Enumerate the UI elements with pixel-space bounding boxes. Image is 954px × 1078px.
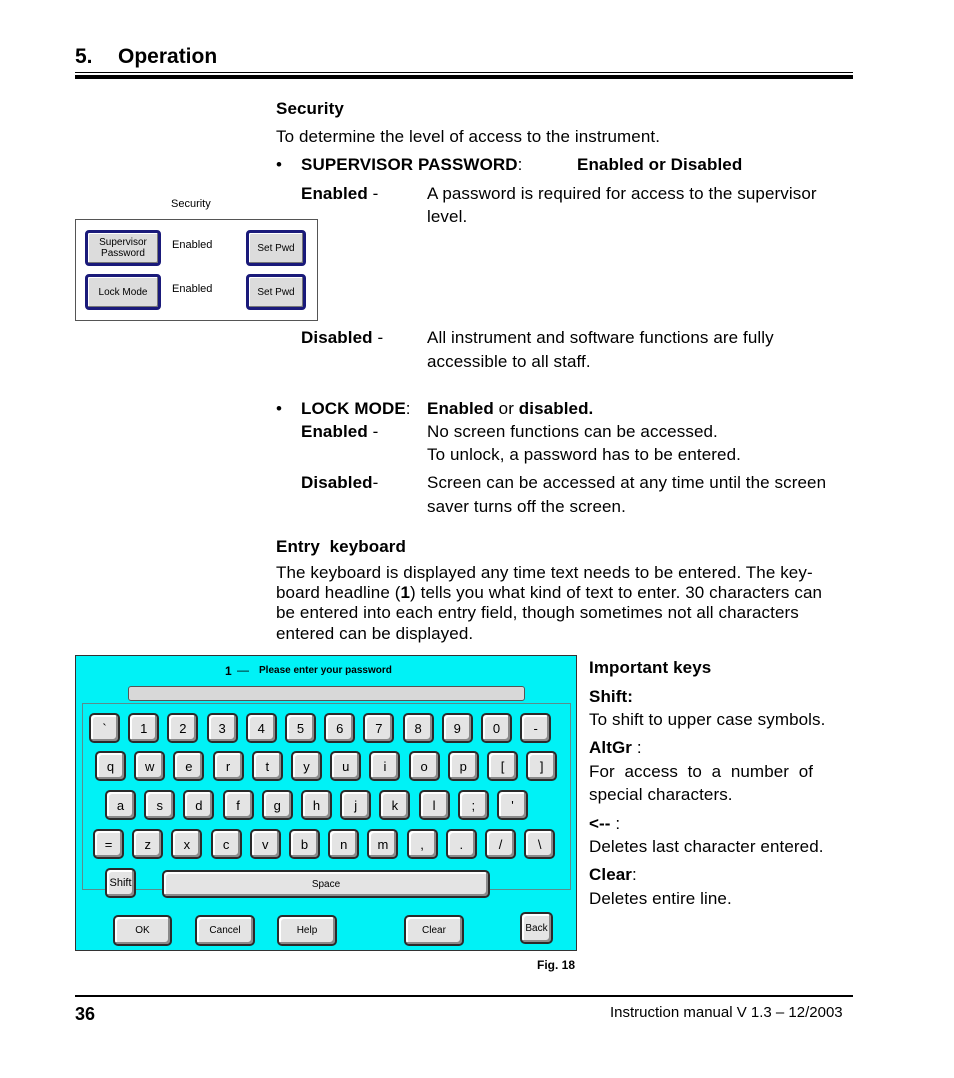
clear-label: Clear xyxy=(589,865,633,884)
space-key[interactable]: Space xyxy=(162,870,490,898)
ok-button[interactable]: OK xyxy=(113,915,172,946)
back-term xyxy=(589,813,620,835)
security-panel xyxy=(75,219,318,321)
clear-desc: Deletes entire line. xyxy=(589,889,732,908)
key-3-10[interactable]: ; xyxy=(458,790,489,820)
key-3-5[interactable]: g xyxy=(262,790,293,820)
key-1-9[interactable]: 8 xyxy=(403,713,434,743)
key-1-1[interactable]: ` xyxy=(89,713,120,743)
lock-disabled-word: disabled. xyxy=(518,399,594,418)
key-4-4[interactable]: c xyxy=(211,829,242,859)
key-3-2[interactable]: s xyxy=(144,790,175,820)
colon: : xyxy=(405,399,411,418)
key-4-12[interactable]: \ xyxy=(524,829,555,859)
section-number: 5. xyxy=(75,45,93,68)
altgr-desc-2: special characters. xyxy=(589,785,733,804)
shift-desc: To shift to upper case symbols. xyxy=(589,710,826,729)
disabled-term xyxy=(301,327,383,349)
keyboard-panel xyxy=(75,655,577,951)
set-pwd-button-1[interactable]: Set Pwd xyxy=(246,230,306,266)
supervisor-password-line xyxy=(301,154,522,176)
cancel-button[interactable]: Cancel xyxy=(195,915,255,946)
key-2-11[interactable]: [ xyxy=(487,751,518,781)
entry-keyboard-heading: Entry keyboard xyxy=(276,537,406,556)
key-2-6[interactable]: y xyxy=(291,751,322,781)
key-2-5[interactable]: t xyxy=(252,751,283,781)
entry-keyboard-p4: entered can be displayed. xyxy=(276,624,474,643)
key-2-9[interactable]: o xyxy=(409,751,440,781)
key-4-9[interactable]: , xyxy=(407,829,438,859)
key-4-3[interactable]: x xyxy=(171,829,202,859)
or-word: or xyxy=(493,399,519,418)
key-1-5[interactable]: 4 xyxy=(246,713,277,743)
dash: - xyxy=(367,422,379,441)
dash: - xyxy=(372,473,379,492)
key-1-10[interactable]: 9 xyxy=(442,713,473,743)
key-2-2[interactable]: w xyxy=(134,751,165,781)
callout-ref: 1 xyxy=(400,583,411,602)
key-3-9[interactable]: l xyxy=(419,790,450,820)
text: board headline ( xyxy=(276,583,401,602)
dash: - xyxy=(367,184,379,203)
lock-mode-value xyxy=(427,398,593,420)
colon: : xyxy=(632,738,642,757)
altgr-term xyxy=(589,737,642,759)
entry-field[interactable] xyxy=(128,686,525,701)
key-1-12[interactable]: - xyxy=(520,713,551,743)
supervisor-password-button[interactable]: Supervisor Password xyxy=(85,230,161,266)
dash: - xyxy=(372,328,384,347)
enabled-desc-1: A password is required for access to the supervisor xyxy=(427,184,817,203)
bullet: • xyxy=(276,155,283,174)
key-2-4[interactable]: r xyxy=(213,751,244,781)
enabled-term xyxy=(301,183,378,205)
disabled-label: Disabled xyxy=(301,328,373,347)
key-1-4[interactable]: 3 xyxy=(207,713,238,743)
shift-label: Shift: xyxy=(589,687,634,706)
lock-mode-label: LOCK MODE xyxy=(301,399,406,418)
supervisor-password-label: SUPERVISOR PASSWORD xyxy=(301,155,518,174)
help-button[interactable]: Help xyxy=(277,915,337,946)
colon: : xyxy=(610,814,621,833)
footer-rule xyxy=(75,995,853,997)
keyboard-headline: Please enter your password xyxy=(259,665,392,676)
lock-enabled-desc-1: No screen functions can be accessed. xyxy=(427,422,718,441)
entry-keyboard-p2 xyxy=(276,583,822,603)
key-2-10[interactable]: p xyxy=(448,751,479,781)
important-keys-heading: Important keys xyxy=(589,658,712,677)
enabled-label: Enabled xyxy=(301,184,368,203)
back-button[interactable]: Back xyxy=(520,912,553,944)
key-4-2[interactable]: z xyxy=(132,829,163,859)
back-label: <-- xyxy=(589,814,611,833)
key-3-4[interactable]: f xyxy=(223,790,254,820)
lock-enabled-label: Enabled xyxy=(301,422,368,441)
key-3-1[interactable]: a xyxy=(105,790,136,820)
key-2-7[interactable]: u xyxy=(330,751,361,781)
key-1-11[interactable]: 0 xyxy=(481,713,512,743)
key-4-6[interactable]: b xyxy=(289,829,320,859)
key-2-1[interactable]: q xyxy=(95,751,126,781)
key-3-7[interactable]: j xyxy=(340,790,371,820)
set-pwd-button-2[interactable]: Set Pwd xyxy=(246,274,306,310)
clear-term xyxy=(589,864,637,886)
key-3-3[interactable]: d xyxy=(183,790,214,820)
altgr-desc-1: For access to a number of xyxy=(589,762,814,781)
bullet: • xyxy=(276,399,283,418)
page-number: 36 xyxy=(75,1004,96,1024)
lock-disabled-desc-2: saver turns off the screen. xyxy=(427,497,626,516)
key-2-8[interactable]: i xyxy=(369,751,400,781)
lock-disabled-desc-1: Screen can be accessed at any time until the screen xyxy=(427,473,827,492)
callout-dash: — xyxy=(237,663,249,677)
key-1-7[interactable]: 6 xyxy=(324,713,355,743)
header-rule xyxy=(75,72,853,73)
key-1-8[interactable]: 7 xyxy=(363,713,394,743)
text: ) tells you what kind of text to enter. 30 characters can xyxy=(410,583,823,602)
back-desc: Deletes last character entered. xyxy=(589,837,824,856)
section-title: Operation xyxy=(118,45,218,68)
altgr-label: AltGr xyxy=(589,738,632,757)
key-4-5[interactable]: v xyxy=(250,829,281,859)
entry-keyboard-p1: The keyboard is displayed any time text needs to be entered. The key- xyxy=(276,563,813,582)
lock-mode-line xyxy=(301,398,411,420)
colon: : xyxy=(517,155,523,174)
key-4-11[interactable]: / xyxy=(485,829,516,859)
shift-key[interactable]: Shift xyxy=(105,868,136,898)
disabled-desc-1: All instrument and software functions are fully xyxy=(427,328,774,347)
key-4-10[interactable]: . xyxy=(446,829,477,859)
lock-disabled-label: Disabled xyxy=(301,473,373,492)
entry-keyboard-p3: be entered into each entry field, though sometimes not all characters xyxy=(276,603,799,622)
key-4-8[interactable]: m xyxy=(367,829,398,859)
lock-enabled-term xyxy=(301,421,378,443)
key-3-11[interactable]: ' xyxy=(497,790,528,820)
key-1-3[interactable]: 2 xyxy=(167,713,198,743)
lock-mode-button[interactable]: Lock Mode xyxy=(85,274,161,310)
key-1-2[interactable]: 1 xyxy=(128,713,159,743)
colon: : xyxy=(632,865,637,884)
key-2-3[interactable]: e xyxy=(173,751,204,781)
disabled-desc-2: accessible to all staff. xyxy=(427,352,591,371)
enabled-desc-2: level. xyxy=(427,207,468,226)
key-3-8[interactable]: k xyxy=(379,790,410,820)
security-intro: To determine the level of access to the instrument. xyxy=(276,127,661,146)
callout-number: 1 xyxy=(225,664,232,678)
supervisor-password-value: Enabled or Disabled xyxy=(577,155,743,174)
manual-version: Instruction manual V 1.3 – 12/2003 xyxy=(610,1004,843,1021)
lock-enabled-word: Enabled xyxy=(427,399,494,418)
supervisor-status: Enabled xyxy=(172,239,213,251)
security-heading: Security xyxy=(276,99,344,118)
header-rule-thick xyxy=(75,75,853,79)
key-3-6[interactable]: h xyxy=(301,790,332,820)
key-4-7[interactable]: n xyxy=(328,829,359,859)
security-panel-title: Security xyxy=(171,198,211,210)
figure-caption: Fig. 18 xyxy=(537,958,576,972)
key-4-1[interactable]: = xyxy=(93,829,124,859)
lock-mode-status: Enabled xyxy=(172,283,213,295)
key-1-6[interactable]: 5 xyxy=(285,713,316,743)
lock-disabled-term xyxy=(301,472,378,494)
key-2-12[interactable]: ] xyxy=(526,751,557,781)
clear-button[interactable]: Clear xyxy=(404,915,464,946)
lock-enabled-desc-2: To unlock, a password has to be entered. xyxy=(427,445,741,464)
